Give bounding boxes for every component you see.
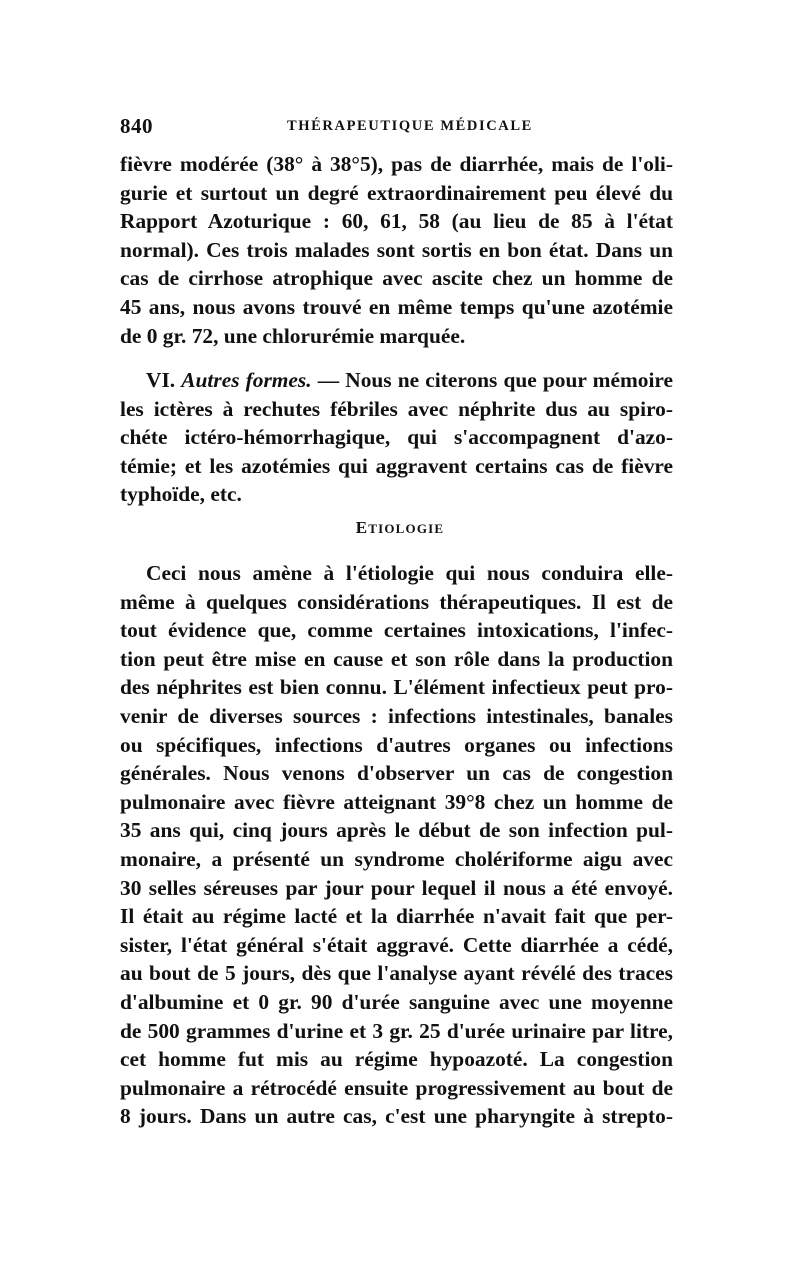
text-line: au bout de 5 jours, dès que l'analyse ayant révélé des traces (120, 961, 673, 986)
text-line (120, 366, 673, 395)
text-line: des néphrites est bien connu. L'élément infectieux peut pro- (120, 675, 673, 700)
paragraph-2 (120, 366, 673, 509)
page-number: 840 (120, 114, 153, 138)
text-line: monaire, a présenté un syndrome cholériforme aigu avec (120, 846, 673, 871)
text-line: normal). Ces trois malades sont sortis en bon état. Dans un (120, 237, 673, 262)
section-title: Autres formes. (181, 368, 312, 392)
text-line: pulmonaire avec fièvre atteignant 39°8 chez un homme de (120, 789, 673, 814)
text-line: de 500 grammes d'urine et 3 gr. 25 d'urée urinaire par litre, (120, 1018, 673, 1043)
text-line: sister, l'état général s'était aggravé. Cette diarrhée a cédé, (120, 932, 673, 957)
text-line: témie; et les azotémies qui aggravent certains cas de fièvre (120, 453, 673, 478)
section-heading-rest: TIOLOGIE (368, 521, 445, 536)
text-line: gurie et surtout un degré extraordinairement peu élevé du (120, 180, 673, 205)
text-line: 30 selles séreuses par jour pour lequel il nous a été envoyé. (120, 875, 673, 900)
running-title: THÉRAPEUTIQUE MÉDICALE (287, 118, 533, 134)
text-line: cet homme fut mis au régime hypoazoté. La congestion (120, 1047, 673, 1072)
paragraph-3 (120, 559, 673, 1131)
text-line: typhoïde, etc. (120, 482, 242, 507)
paragraph-1 (120, 150, 673, 350)
text-line: chéte ictéro-hémorrhagique, qui s'accompagnent d'azo- (120, 425, 673, 450)
text-line: ou spécifiques, infections d'autres organes ou infections (120, 732, 673, 757)
text-line: Il était au régime lacté et la diarrhée n'avait fait que per- (120, 904, 673, 929)
text-line: cas de cirrhose atrophique avec ascite chez un homme de (120, 266, 673, 291)
section-heading (0, 518, 800, 538)
text-line: tout évidence que, comme certaines intoxications, l'infec- (120, 618, 673, 643)
text-line: 35 ans qui, cinq jours après le début de son infection pul- (120, 818, 673, 843)
text-line: tion peut être mise en cause et son rôle dans la production (120, 646, 673, 671)
text-line: d'albumine et 0 gr. 90 d'urée sanguine avec une moyenne (120, 989, 673, 1014)
text-line: générales. Nous venons d'observer un cas de congestion (120, 761, 673, 786)
text-line: Ceci nous amène à l'étiologie qui nous conduira elle- (146, 561, 673, 585)
text-line: fièvre modérée (38° à 38°5), pas de diarrhée, mais de l'oli- (120, 152, 673, 176)
section-number: VI. (146, 368, 182, 392)
text-line: même à quelques considérations thérapeutiques. Il est de (120, 589, 673, 614)
text-line: pulmonaire a rétrocédé ensuite progressivement au bout de (120, 1075, 673, 1100)
text-line: 8 jours. Dans un autre cas, c'est une pharyngite à strepto- (120, 1104, 673, 1129)
text-line: de 0 gr. 72, une chlorurémie marquée. (120, 323, 466, 348)
section-heading-initial: E (355, 518, 369, 537)
section-lead-text: — Nous ne citerons que pour mémoire (311, 368, 674, 392)
text-line: les ictères à rechutes fébriles avec néphrite dus au spiro- (120, 396, 673, 421)
text-line: Rapport Azoturique : 60, 61, 58 (au lieu de 85 à l'état (120, 209, 673, 234)
running-head (120, 114, 680, 144)
text-line: 45 ans, nous avons trouvé en même temps qu'une azotémie (120, 294, 673, 319)
text-line: venir de diverses sources : infections intestinales, banales (120, 703, 673, 728)
